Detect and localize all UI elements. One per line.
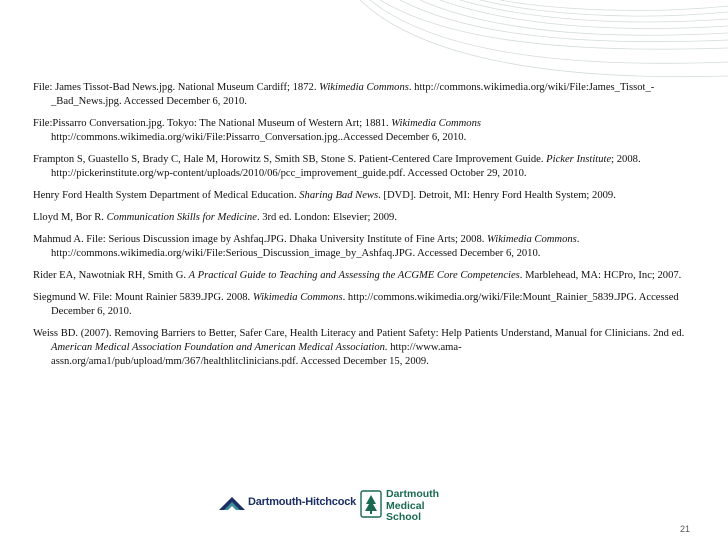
dms-line-2: Medical School	[386, 499, 425, 523]
reference-item: Henry Ford Health System Department of Medical Education. Sharing Bad News. [DVD]. Detroit, MI: Henry Ford Health System; 2009.	[33, 190, 616, 201]
reference-item: Frampton S, Guastello S, Brady C, Hale M, Horowitz S, Smith SB, Stone S. Patient-Centered Care Improvement Guide. Picker Institute; 2008. http://pickerinstitute.org/wp-content/uploads/2010/06/pcc_improvement_guide.pdf. Accessed October 29, 2010.	[33, 154, 641, 179]
reference-item: Siegmund W. File: Mount Rainier 5839.JPG. 2008. Wikimedia Commons. http://commons.wikimedia.org/wiki/File:Mount_Rainier_5839.JPG. Accessed December 6, 2010.	[33, 292, 679, 317]
reference-item: Weiss BD. (2007). Removing Barriers to Better, Safer Care, Health Literacy and Patient Safety: Help Patients Understand, Manual for Clinicians. 2nd ed. American Medical Association Foundation and American Medical Association. http://www.ama-assn.org/ama1/pub/upload/mm/367/healthlitclinicians.pdf. Accessed December 15, 2009.	[33, 328, 685, 367]
dartmouth-medical-school-wordmark	[386, 489, 458, 524]
reference-item: Rider EA, Nawotniak RH, Smith G. A Practical Guide to Teaching and Assessing the ACGME Core Competencies. Marblehead, MA: HCPro, Inc; 2007.	[33, 270, 682, 281]
page-number: 21	[680, 524, 691, 534]
reference-item: File:Pissarro Conversation.jpg. Tokyo: The National Museum of Western Art; 1881. Wikimedia Commons http://commons.wikimedia.org/wiki/File:Pissarro_Conversation.jpg..Accessed December 6, 2010.	[33, 118, 482, 143]
reference-item: File: James Tissot-Bad News.jpg. National Museum Cardiff; 1872. Wikimedia Commons. http://commons.wikimedia.org/wiki/File:James_Tissot_-_Bad_News.jpg. Accessed December 6, 2010.	[33, 82, 655, 107]
reference-list	[33, 81, 698, 377]
reference-item: Mahmud A. File: Serious Discussion image by Ashfaq.JPG. Dhaka University Institute of Fine Arts; 2008. Wikimedia Commons. http://commons.wikimedia.org/wiki/File:Serious_Discussion_image_by_Ashfaq.JPG. Accessed December 6, 2010.	[33, 234, 580, 259]
reference-item: Lloyd M, Bor R. Communication Skills for Medicine. 3rd ed. London: Elsevier; 2009.	[33, 212, 397, 223]
dartmouth-hitchcock-logo-icon	[218, 494, 246, 512]
dartmouth-hitchcock-wordmark: Dartmouth-Hitchcock	[248, 496, 357, 508]
dartmouth-medical-school-seal-icon	[360, 490, 382, 518]
dms-line-1: Dartmouth	[386, 488, 440, 500]
footer-logos	[218, 486, 458, 522]
